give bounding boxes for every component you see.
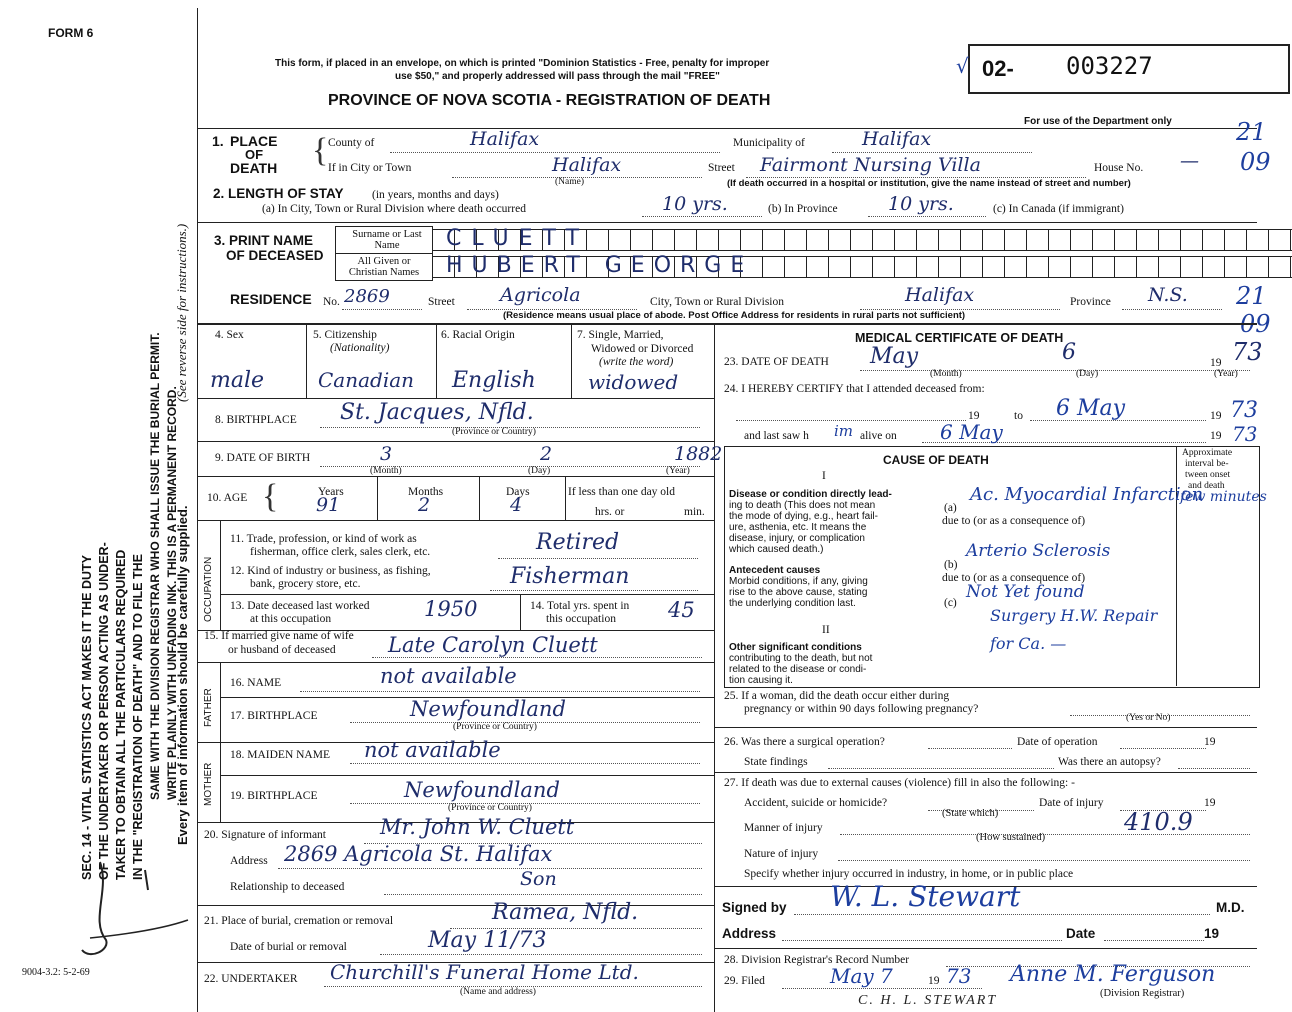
registration-number: 003227 (1066, 52, 1153, 80)
surgery-date-label: Date of operation (1017, 736, 1098, 748)
informant-sig-value: Mr. John W. Cluett (380, 815, 575, 839)
rule-13 (220, 594, 714, 595)
cause-a-value: Ac. Myocardial Infarction (970, 484, 1204, 505)
cause-a-label: (a) (944, 502, 957, 514)
rule-2 (197, 222, 1257, 223)
medical-title: MEDICAL CERTIFICATE OF DEATH (855, 331, 1064, 345)
residence-street-value: Agricola (500, 284, 581, 306)
city-value: Halifax (552, 154, 622, 176)
total-years-label-2: this occupation (546, 613, 616, 625)
age-years-value: 91 (316, 494, 341, 516)
stay-city-label: (a) In City, Town or Rural Division where death occurred (262, 203, 526, 215)
approx-3: tween onset (1185, 470, 1231, 480)
place-label-3: DEATH (230, 160, 278, 176)
lastworked-label-2: at this occupation (250, 613, 332, 625)
record-number-label: 28. Division Registrar's Record Number (724, 954, 910, 966)
v-6-7 (571, 323, 572, 398)
signed-date-19: 19 (1204, 926, 1220, 941)
v-mother (220, 742, 221, 822)
citizenship-label: 5. Citizenship (313, 329, 377, 341)
dod-month: May (870, 344, 919, 369)
marital-label-2: Widowed or Divorced (591, 343, 694, 355)
rule-26 (714, 727, 1257, 728)
stay-city-value: 10 yrs. (662, 193, 728, 215)
other-4: tion causing it. (729, 675, 793, 686)
dod-day: 6 (1062, 340, 1076, 365)
mother-name-label: 18. MAIDEN NAME (230, 749, 330, 761)
certify-to-date: 6 May (1056, 396, 1126, 421)
birthplace-value: St. Jacques, Nfld. (340, 400, 534, 425)
surgery-label: 26. Was there a surgical operation? (724, 736, 885, 748)
informant-relationship-value: Son (520, 868, 557, 890)
dob-year: 1882 (674, 443, 723, 465)
informant-address-label: Address (230, 855, 268, 867)
antecedent-4: the underlying condition last. (729, 598, 856, 609)
registration-number-box (968, 44, 1290, 94)
residence-prov-label: Province (1070, 296, 1111, 308)
surgery-19: 19 (1204, 736, 1216, 748)
side-text-line2: OF THE UNDERTAKER OR PERSON ACTING AS UNDER- (97, 542, 111, 880)
dept-code-2a: 21 (1236, 282, 1267, 310)
findings-line (828, 768, 1054, 769)
dob-label: 9. DATE OF BIRTH (215, 452, 311, 464)
name-label-1: 3. PRINT NAME (214, 233, 314, 248)
side-text-line1: SEC. 14 - VITAL STATISTICS ACT MAKES IT THE DUTY (80, 554, 94, 880)
md-label: M.D. (1216, 900, 1245, 915)
antecedent-3: rise to the above cause, stating (729, 587, 868, 598)
roman-two: II (822, 624, 830, 636)
surgery-line (928, 748, 1012, 749)
v-age-1 (377, 476, 378, 520)
registrar-signature: Anne M. Ferguson (1010, 962, 1216, 987)
approx-4: and death (1188, 481, 1225, 491)
mother-birthplace-label: 19. BIRTHPLACE (230, 790, 318, 802)
residence-label: RESIDENCE (230, 291, 312, 307)
roman-one: I (822, 470, 826, 482)
residence-prov-value: N.S. (1148, 284, 1188, 306)
residence-prov-line (1122, 309, 1222, 310)
direct-1: Disease or condition directly lead- (729, 489, 892, 500)
father-name-label: 16. NAME (230, 677, 282, 689)
v-occupation (220, 520, 221, 630)
lastworked-label-1: 13. Date deceased last worked (230, 600, 370, 612)
dod-month-caption: (Month) (930, 369, 962, 379)
age-days-label: Days (506, 486, 530, 498)
residence-note: (Residence means usual place of abode. Post Office Address for residents in rural parts not sufficient) (503, 310, 966, 321)
residence-city-value: Halifax (905, 284, 975, 306)
dod-year: 73 (1232, 338, 1263, 366)
rule-27 (714, 772, 1257, 773)
municipality-label: Municipality of (733, 137, 805, 149)
county-value: Halifax (470, 128, 540, 150)
dob-year-caption: (Year) (666, 466, 690, 476)
other-2: contributing to the death, but not (729, 653, 873, 664)
mail-note-line1: This form, if placed in an envelope, on which is printed "Dominion Statistics - Free, penalty for improper (275, 58, 770, 69)
rule-9 (197, 441, 714, 442)
residence-no-label: No. (323, 296, 340, 308)
side-text-line7: (See reverse side for instructions.) (174, 223, 189, 402)
direct-2: ing to death (This does not mean (729, 500, 876, 511)
informant-relationship-label: Relationship to deceased (230, 881, 345, 893)
filed-label: 29. Filed (724, 975, 765, 987)
rule-3 (197, 323, 1257, 325)
rule-10 (197, 476, 714, 477)
total-years-label-1: 14. Total yrs. spent in (530, 600, 630, 612)
form-title: PROVINCE OF NOVA SCOTIA - REGISTRATION OF DEATH (328, 92, 771, 109)
interval-value: few minutes (1180, 489, 1267, 505)
rule-19 (220, 775, 714, 776)
nature-line (838, 860, 1250, 861)
dod-year-caption: (Year) (1214, 369, 1238, 379)
hospital-note: (If death occurred in a hospital or institution, give the name instead of street and number) (727, 178, 1131, 189)
v-age-2 (479, 476, 480, 520)
surgery-date-line (1120, 748, 1206, 749)
spouse-line (372, 657, 702, 658)
registration-prefix: 02- (982, 56, 1014, 81)
woman-label-1: 25. If a woman, did the death occur either during (724, 690, 950, 702)
v-4-5 (306, 323, 307, 398)
city-label: If in City or Town (328, 162, 412, 174)
dept-use-note: For use of the Department only (1024, 116, 1172, 127)
undertaker-caption: (Name and address) (460, 987, 536, 997)
father-name-value: not available (380, 664, 517, 688)
stay-label: 2. LENGTH OF STAY (213, 186, 344, 201)
occupation-side-label: OCCUPATION (203, 556, 214, 622)
lastsaw-label: and last saw h (744, 430, 809, 442)
cause-b-value: Arterio Sclerosis (966, 541, 1111, 561)
surname-value: CLUETT (446, 226, 590, 251)
external-label: 27. If death was due to external causes (violence) fill in also the following: - (724, 777, 1075, 789)
other-1: Other significant conditions (729, 642, 862, 653)
age-label: 10. AGE (207, 492, 248, 504)
father-birthplace-value: Newfoundland (410, 697, 566, 721)
v-age-3 (565, 476, 566, 520)
certify-to: to (1014, 410, 1023, 422)
undertaker-value: Churchill's Funeral Home Ltd. (330, 960, 639, 984)
stay-prov-value: 10 yrs. (888, 193, 954, 215)
age-brace: { (262, 478, 279, 515)
direct-4: ure, asthenia, etc. It means the (729, 522, 867, 533)
lastsaw-pronoun: im (834, 422, 854, 440)
burial-place-label: 21. Place of burial, cremation or removal (204, 915, 394, 927)
municipality-line (832, 152, 1032, 153)
form-left-border (197, 8, 198, 1012)
trade-label-1: 11. Trade, profession, or kind of work as (230, 533, 417, 545)
woman-label-2: pregnancy or within 90 days following pregnancy? (744, 703, 979, 715)
name-caption-divider (336, 253, 432, 254)
race-value: English (452, 368, 536, 393)
v-14 (520, 594, 521, 630)
place-label-1: PLACE (230, 133, 278, 149)
citizenship-sub: (Nationality) (330, 342, 390, 354)
spouse-label-1: 15. If married give name of wife (204, 630, 354, 642)
sex-label: 4. Sex (215, 329, 244, 341)
column-divider (714, 323, 715, 1012)
dob-month-caption: (Month) (370, 466, 402, 476)
age-lessday-label: If less than one day old (568, 486, 675, 498)
informant-sig-label: 20. Signature of informant (204, 829, 327, 841)
side-text-line3: TAKER TO OBTAIN ALL THE PARTICULARS REQUIRED (114, 549, 128, 880)
place-num: 1. (212, 133, 224, 149)
age-min-label: min. (684, 506, 705, 518)
birthplace-label: 8. BIRTHPLACE (215, 414, 297, 426)
industry-label-1: 12. Kind of industry or business, as fishing, (230, 565, 431, 577)
name-label-2: OF DECEASED (226, 248, 324, 263)
how-sustained-caption: (How sustained) (976, 832, 1046, 843)
lastsaw-alive-on: alive on (860, 430, 897, 442)
name-caption-box (335, 226, 433, 281)
certify-to-19: 19 (1210, 410, 1222, 422)
trade-label-2: fisherman, office clerk, sales clerk, etc. (250, 546, 431, 558)
dod-line (860, 370, 1250, 371)
father-name-line (300, 691, 700, 692)
header-rule (197, 128, 1257, 129)
birthplace-caption: (Province or Country) (452, 427, 536, 437)
marital-value: widowed (588, 370, 679, 394)
age-months-value: 2 (418, 494, 431, 516)
race-label: 6. Racial Origin (441, 329, 515, 341)
cause-due-to-1: due to (or as a consequence of) (942, 515, 1086, 527)
signed-address-line (782, 940, 1062, 941)
stay-sub: (in years, months and days) (372, 189, 499, 201)
dob-month: 3 (380, 443, 393, 465)
dod-19: 19 (1210, 357, 1222, 369)
side-text-line8: Every item of information should be carefully supplied. (175, 505, 190, 845)
autopsy-line (1178, 768, 1250, 769)
side-text-line5b: SAME WITH THE DIVISION REGISTRAR WHO SHALL ISSUE THE BURIAL PERMIT. (148, 332, 162, 800)
physician-signature: W. L. Stewart (830, 880, 1021, 913)
house-value: — (1180, 150, 1199, 172)
informant-address-value: 2869 Agricola St. Halifax (284, 842, 553, 866)
specify-label: Specify whether injury occurred in industry, in home, or in public place (744, 868, 1074, 880)
industry-value: Fisherman (510, 564, 630, 589)
city-name-caption: (Name) (555, 177, 585, 187)
age-hrs-label: hrs. or (595, 506, 625, 518)
burial-date-label: Date of burial or removal (230, 941, 347, 953)
mail-note-line2: use $50," and properly addressed will pass through the mail "FREE" (395, 71, 720, 82)
burial-date-value: May 11/73 (428, 928, 547, 953)
antecedent-1: Antecedent causes (729, 565, 821, 576)
stay-canada-label: (c) In Canada (if immigrant) (993, 203, 1124, 215)
rule-16 (197, 662, 714, 663)
form-code: 9004-3.2: 5-2-69 (22, 967, 90, 978)
house-label: House No. (1094, 162, 1144, 174)
cause-due-to-2: due to (or as a consequence of) (942, 572, 1086, 584)
rule-11 (197, 520, 714, 521)
manner-label: Manner of injury (744, 822, 823, 834)
side-text-line4: IN THE "REGISTRATION OF DEATH" AND TO FILE THE (131, 554, 145, 880)
lastsaw-date: 6 May (940, 420, 1003, 444)
cause-c-label: (c) (944, 597, 957, 609)
residence-no-line (342, 309, 422, 310)
signed-date-label: Date (1066, 926, 1096, 941)
mother-birthplace-caption: (Province or Country) (448, 803, 532, 813)
check-mark: √ (956, 54, 969, 78)
direct-6: which caused death.) (729, 544, 824, 555)
stay-prov-label: (b) In Province (768, 203, 838, 215)
dept-code-2b: 09 (1240, 310, 1271, 338)
residence-city-label: City, Town or Rural Division (650, 296, 785, 308)
physician-name-stamp: C. H. L. STEWART (858, 993, 998, 1008)
state-which-caption: (State which) (942, 808, 999, 819)
registrar-caption: (Division Registrar) (1100, 988, 1185, 999)
cause-title: CAUSE OF DEATH (883, 453, 989, 467)
side-text-line6: WRITE PLAINLY WITH UNFADING INK. THIS IS A PERMANENT RECORD. (165, 386, 179, 800)
woman-yes-no: (Yes or No) (1126, 713, 1171, 723)
certify-to-year: 73 (1230, 398, 1258, 423)
age-months-label: Months (408, 486, 444, 498)
form-number: FORM 6 (48, 26, 94, 40)
sex-value: male (210, 368, 265, 393)
other-3: related to the disease or condi- (729, 664, 867, 675)
mother-name-value: not available (364, 738, 501, 762)
direct-5: disease, injury, or complication (729, 533, 865, 544)
rule-8 (197, 398, 714, 399)
lastsaw-19: 19 (1210, 430, 1222, 442)
father-birthplace-caption: (Province or Country) (453, 722, 537, 732)
dept-code-1b: 09 (1240, 148, 1271, 176)
certify-from-line (736, 420, 966, 421)
dob-day-caption: (Day) (528, 466, 551, 476)
margin-handwritten-mark (70, 850, 190, 970)
county-line (390, 152, 720, 153)
street-value: Fairmont Nursing Villa (760, 154, 981, 176)
industry-label-2: bank, grocery store, etc. (250, 578, 361, 590)
surname-caption: Surname or Last Name (352, 229, 422, 251)
filed-19: 19 (928, 975, 940, 987)
cause-c-value: Not Yet found (966, 582, 1085, 602)
father-side-label: FATHER (203, 688, 214, 727)
filed-line (782, 988, 982, 989)
mother-side-label: MOTHER (203, 762, 214, 806)
accident-label: Accident, suicide or homicide? (744, 797, 888, 809)
citizenship-value: Canadian (318, 368, 415, 392)
lastsaw-year: 73 (1232, 422, 1258, 446)
trade-value: Retired (536, 530, 620, 555)
place-label-2: OF (245, 147, 264, 162)
findings-label: State findings (744, 756, 808, 768)
industry-line (490, 590, 698, 591)
county-label: County of (328, 137, 375, 149)
mother-name-line (350, 763, 700, 764)
mother-birthplace-value: Newfoundland (404, 778, 560, 802)
autopsy-label: Was there an autopsy? (1058, 756, 1161, 768)
filed-date: May 7 (830, 964, 893, 988)
dod-day-caption: (Day) (1076, 369, 1099, 379)
stay-city-line (642, 216, 762, 217)
given-caption: All Given or Christian Names (348, 256, 420, 278)
informant-relationship-line (384, 894, 702, 895)
rule-28 (714, 948, 1257, 949)
signed-by-label: Signed by (722, 900, 787, 915)
residence-no-value: 2869 (344, 286, 390, 307)
signed-address-label: Address (722, 926, 777, 941)
burial-place-value: Ramea, Nfld. (492, 900, 639, 925)
nature-label: Nature of injury (744, 848, 819, 860)
cause-b-label: (b) (944, 559, 958, 571)
undertaker-label: 22. UNDERTAKER (204, 973, 298, 985)
certify-from-19: 19 (968, 410, 980, 422)
direct-3: the mode of dying, e.g., heart fail- (729, 511, 878, 522)
certify-label: 24. I HEREBY CERTIFY that I attended deceased from: (724, 383, 985, 395)
father-birthplace-label: 17. BIRTHPLACE (230, 710, 318, 722)
trade-line (498, 558, 698, 559)
total-years-value: 45 (668, 598, 695, 622)
place-brace: { (312, 132, 329, 169)
other-value-1: Surgery H.W. Repair (990, 606, 1158, 625)
age-years-label: Years (318, 486, 344, 498)
given-value: HUBERT GEORGE (446, 253, 754, 278)
injury-date-label: Date of injury (1039, 797, 1104, 809)
cause-interval-divider (1176, 446, 1177, 686)
classification-code: 410.9 (1124, 808, 1193, 836)
approx-2: interval be- (1185, 459, 1229, 469)
residence-street-label: Street (428, 296, 455, 308)
other-value-2: for Ca. — (990, 634, 1067, 653)
marital-label-1: 7. Single, Married, (577, 329, 664, 341)
street-label: Street (708, 162, 735, 174)
signed-date-line (1104, 940, 1204, 941)
municipality-value: Halifax (862, 128, 932, 150)
antecedent-2: Morbid conditions, if any, giving (729, 576, 868, 587)
v-5-6 (436, 323, 437, 398)
injury-19: 19 (1204, 797, 1216, 809)
dod-label: 23. DATE OF DEATH (724, 356, 829, 368)
age-days-value: 4 (510, 494, 523, 516)
v-father (220, 662, 221, 742)
filed-year: 73 (946, 964, 972, 988)
informant-address-line (278, 868, 702, 869)
approx-1: Approximate (1182, 448, 1233, 458)
signed-by-line (794, 914, 1210, 915)
dob-day: 2 (540, 443, 553, 465)
spouse-value: Late Carolyn Cluett (388, 633, 598, 657)
burial-date-line (380, 954, 702, 955)
lastworked-value: 1950 (424, 597, 478, 621)
dept-code-1a: 21 (1236, 118, 1267, 146)
spouse-label-2: or husband of deceased (228, 644, 336, 656)
stay-prov-line (868, 216, 986, 217)
marital-label-3: (write the word) (599, 356, 674, 368)
